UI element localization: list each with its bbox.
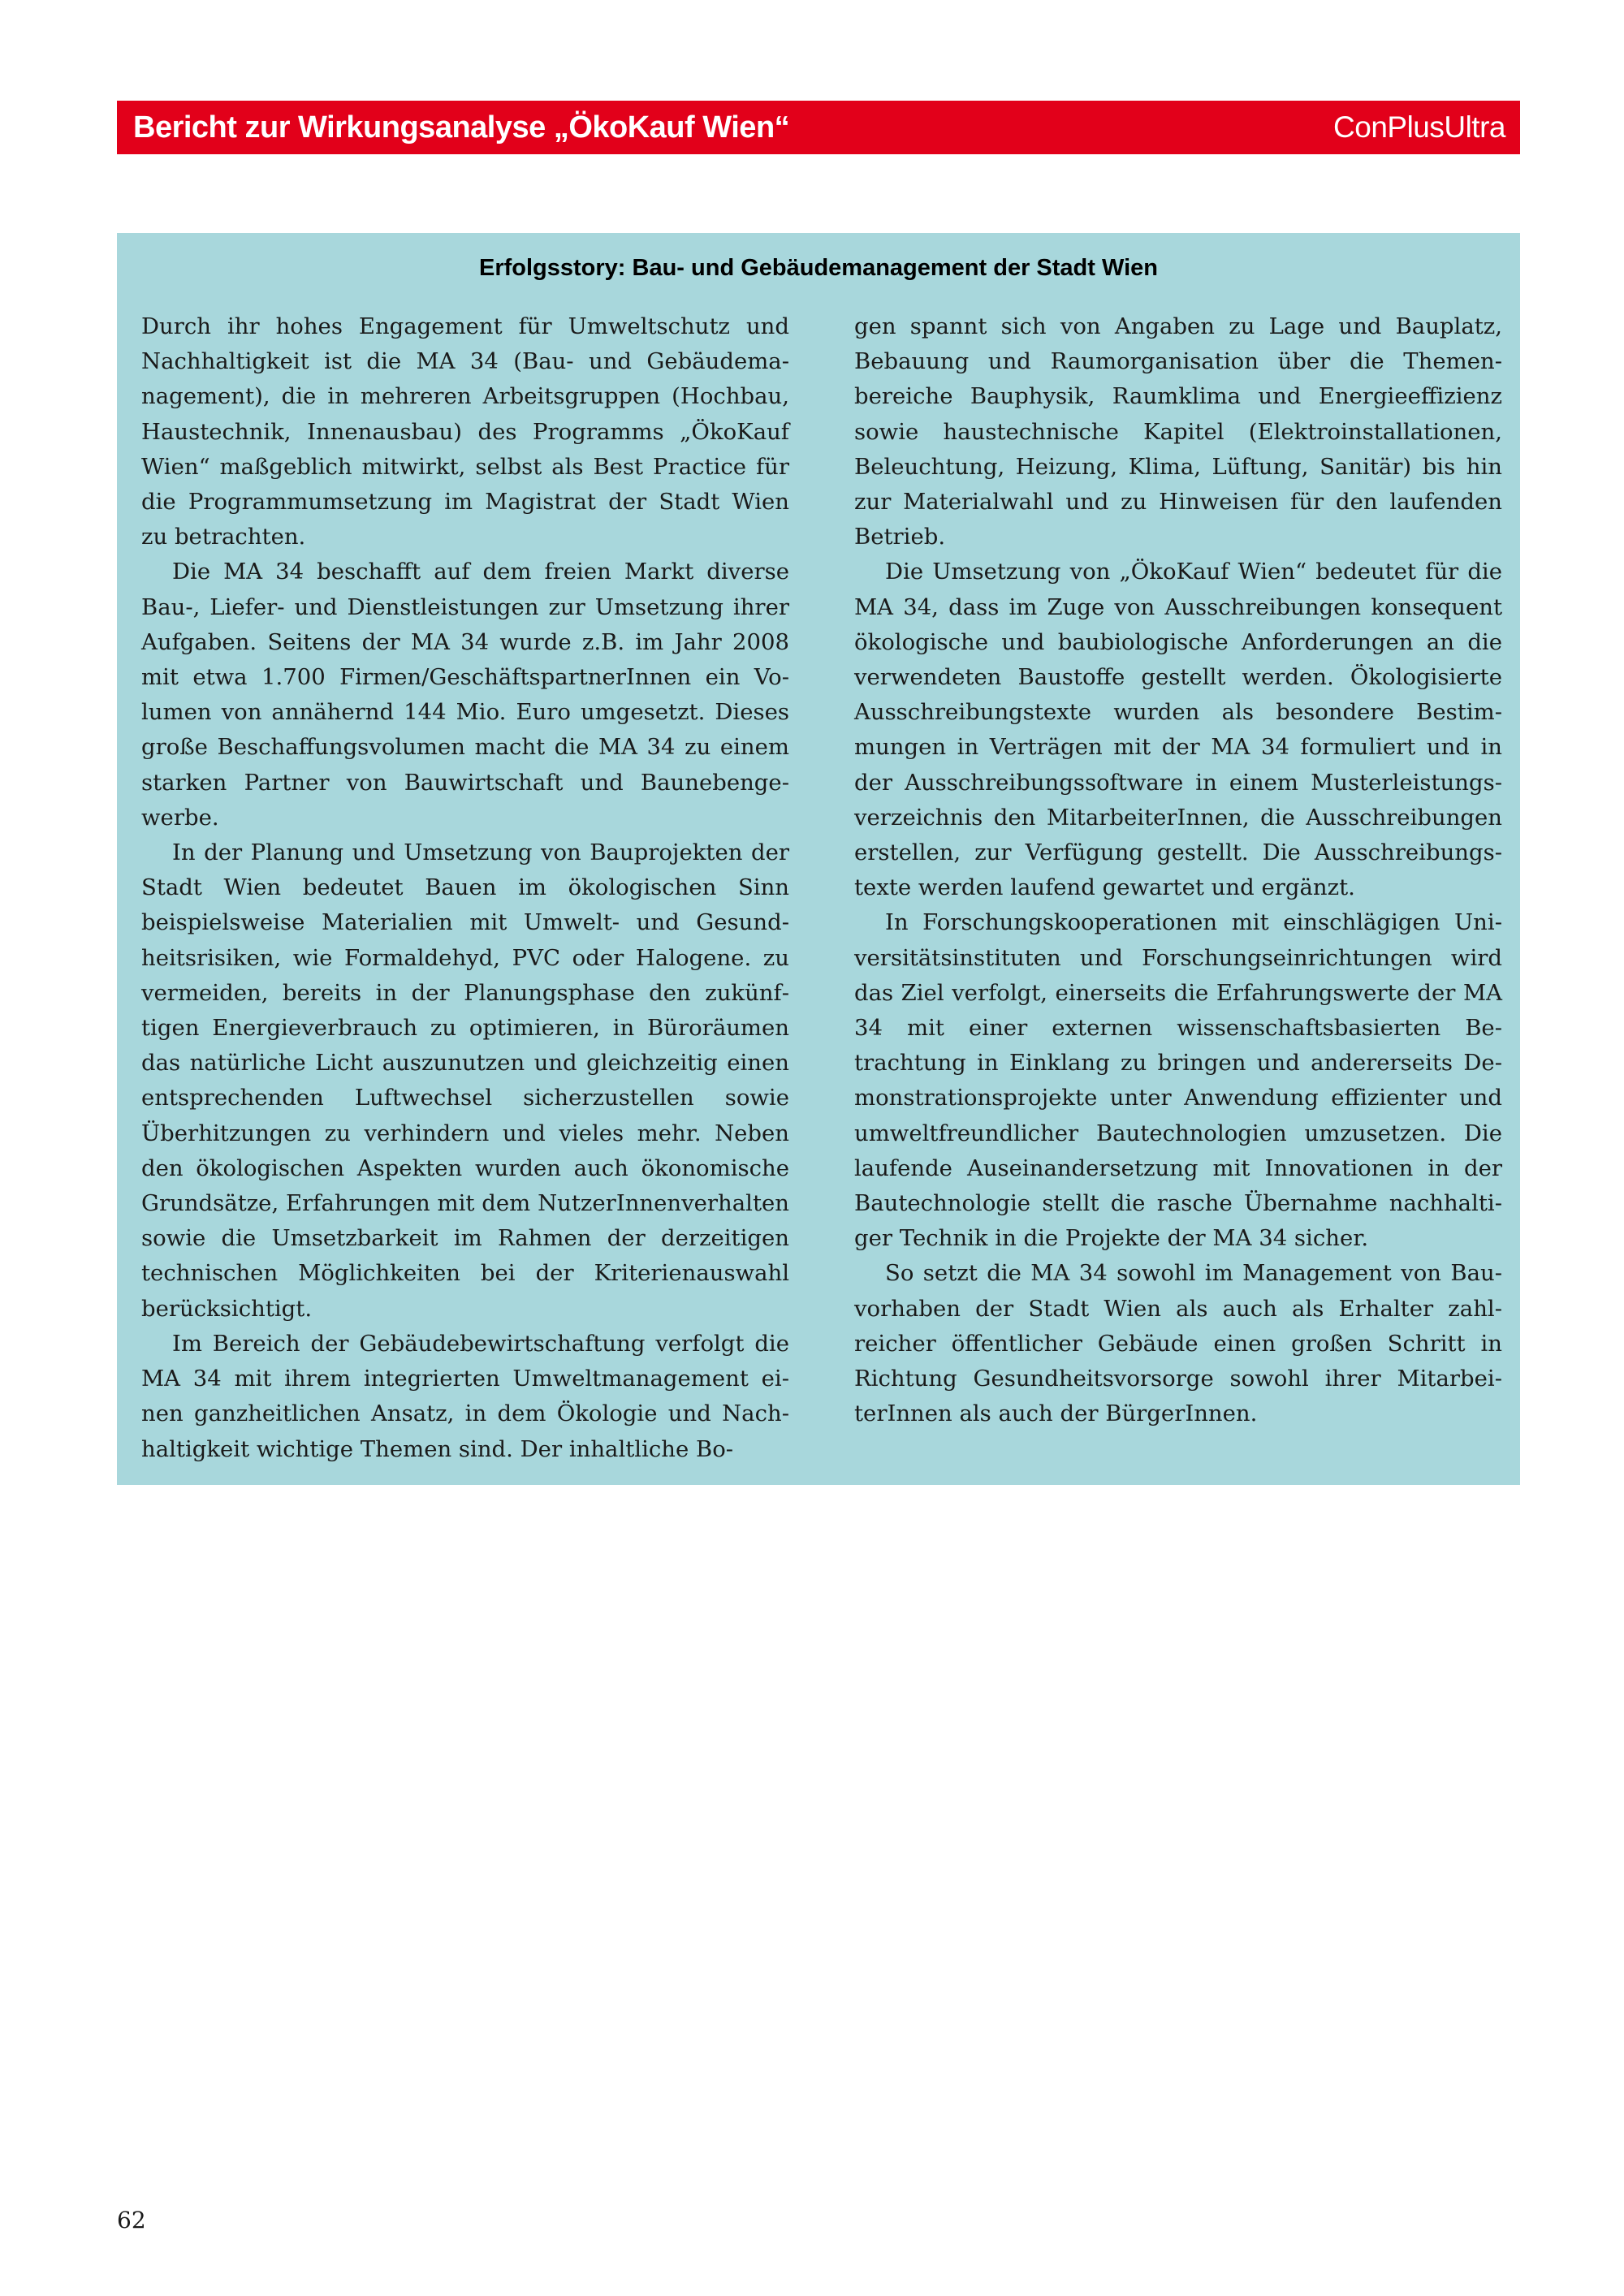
story-title: Erfolgsstory: Bau- und Gebäudemanagement der Stadt Wien [478, 255, 1158, 281]
paragraph: Die Umsetzung von „ÖkoKauf Wien“ bedeutet für die MA 34, dass im Zuge von Ausschreibungen konsequent ökologische und baubiologische Anforderungen an die verwendeten Baustoffe gestellt werden. Ökologisierte Ausschreibungstexte wurden als besondere Bestimmungen in Verträgen mit der MA 34 formuliert und in der Ausschreibungssoftware in einem Musterleistungsverzeichnis den MitarbeiterInnen, die Ausschreibungen erstellen, zur Verfügung gestellt. Die Ausschreibungstexte werden laufend gewartet und ergänzt. [854, 559, 1502, 901]
paragraph: In Forschungskooperationen mit einschlägigen Universitätsinstituten und Forschungseinrichtungen wird das Ziel verfolgt, einerseits die Erfahrungswerte der MA 34 mit einer externen wissenschaftsbasierten Betrachtung in Einklang zu bringen und andererseits Demonstrationsprojekte unter Anwendung effizienter und umweltfreundlicher Bautechnologien umzusetzen. Die laufende Auseinandersetzung mit Innovationen in der Bautechnologie stellt die rasche Übernahme nachhaltiger Technik in die Projekte der MA 34 sicher. [854, 909, 1502, 1252]
report-header-bar [117, 101, 1520, 154]
paragraph: Die MA 34 beschafft auf dem freien Markt diverse Bau-, Liefer- und Dienstleistungen zur Umsetzung ihrer Aufgaben. Seitens der MA 34 wurde z.B. im Jahr 2008 mit etwa 1.700 Firmen/GeschäftspartnerInnen ein Volumen von annähernd 144 Mio. Euro umgesetzt. Dieses große Beschaffungsvolumen macht die MA 34 zu einem starken Partner von Bauwirtschaft und Baunebengewerbe. [141, 559, 789, 831]
paragraph: gen spannt sich von Angaben zu Lage und Bauplatz, Bebauung und Raumorganisation über die Themenbereiche Bauphysik, Raumklima und Energieeffizienz sowie haustechnische Kapitel (Elektroinstallationen, Beleuchtung, Heizung, Klima, Lüftung, Sanitär) bis hin zur Materialwahl und zu Hinweisen für den laufenden Betrieb. [854, 313, 1502, 550]
story-left-column [141, 309, 789, 1467]
brand-name: ConPlusUltra [1333, 110, 1505, 144]
paragraph: Durch ihr hohes Engagement für Umweltschutz und Nachhaltigkeit ist die MA 34 (Bau- und Gebäudemanagement), die in mehreren Arbeitsgruppen (Hochbau, Haustechnik, Innenausbau) des Programms „ÖkoKauf Wien“ maßgeblich mitwirkt, selbst als Best Practice für die Programmumsetzung im Magistrat der Stadt Wien zu betrachten. [141, 313, 789, 550]
paragraph: So setzt die MA 34 sowohl im Management von Bauvorhaben der Stadt Wien als auch als Erhalter zahlreicher öffentlicher Gebäude einen großen Schritt in Richtung Gesundheitsvorsorge sowohl ihrer MitarbeiterInnen als auch der BürgerInnen. [854, 1260, 1502, 1427]
paragraph: Im Bereich der Gebäudebewirtschaftung verfolgt die MA 34 mit ihrem integrierten Umweltmanagement einen ganzheitlichen Ansatz, in dem Ökologie und Nachhaltigkeit wichtige Themen sind. Der inhaltliche Bo- [141, 1330, 789, 1462]
page-number: 62 [117, 2207, 146, 2233]
report-title: Bericht zur Wirkungsanalyse „ÖkoKauf Wien“ [133, 110, 790, 145]
success-story-box [117, 233, 1520, 1485]
paragraph: In der Planung und Umsetzung von Bauprojekten der Stadt Wien bedeutet Bauen im ökologischen Sinn beispielsweise Materialien mit Umwelt- und Gesundheitsrisiken, wie Formaldehyd, PVC oder Halogene. zu vermeiden, bereits in der Planungsphase den zukünftigen Energieverbrauch zu optimieren, in Büroräumen das natürliche Licht auszunutzen und gleichzeitig einen entsprechenden Luftwechsel sicherzustellen sowie Überhitzungen zu verhindern und vieles mehr. Neben den ökologischen Aspekten wurden auch ökonomische Grundsätze, Erfahrungen mit dem NutzerInnenverhalten sowie die Umsetzbarkeit im Rahmen der derzeitigen technischen Möglichkeiten bei der Kriterienauswahl berücksichtigt. [141, 839, 789, 1322]
story-right-column [854, 309, 1502, 1432]
